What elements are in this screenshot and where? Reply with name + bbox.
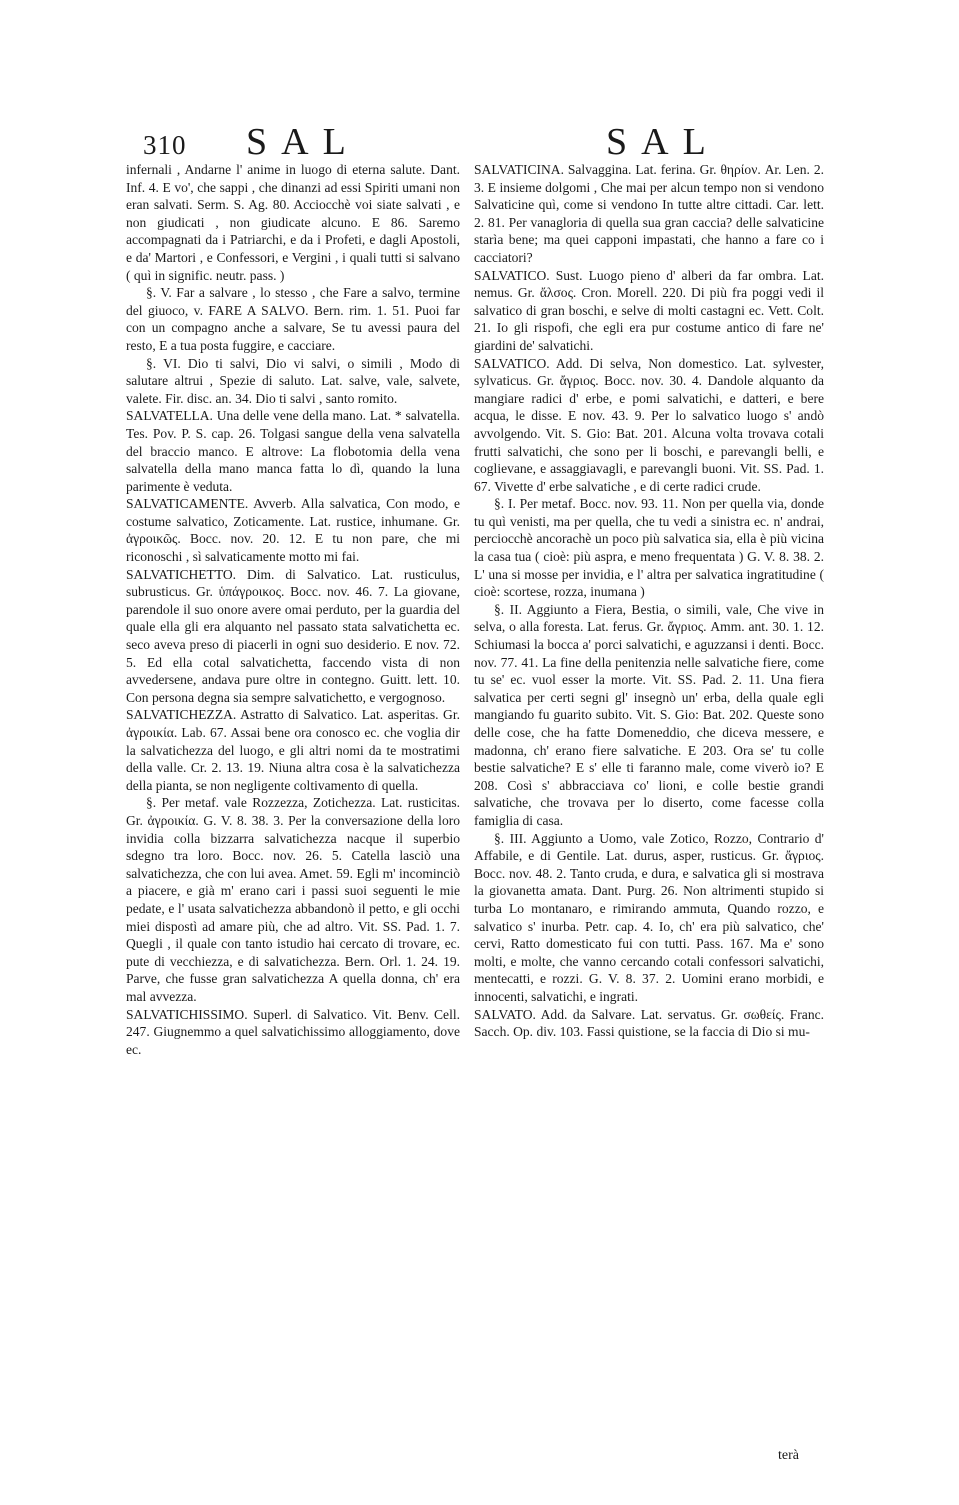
- left-entry-salvatichetto: SALVATICHETTO. Dim. di Salvatico. Lat. rusticulus, subrusticus. Gr. ὑπάγροικος. Bocc. nov. 46. 7. La giovane, parendole il suo onore avere omai perduto, per la guardia del quale ella gli era alquanto nel passato stata salvatichetta ec. seco aveva preso di piacerli in ogni suo desiderio. E nov. 72. 5. Ed ella cotal salvatichetta, faccendo vista di non avvedersene, andava pure oltre in contegno. Guitt. lett. 10. Con persona degna sia sempre salvatichetto, e vergognoso.: [126, 566, 460, 705]
- right-paragraph-1: §. I. Per metaf. Bocc. nov. 93. 11. Non per quella via, donde tu quì venisti, ma per quella, che tu vedi a sinistra ec. n' andrai, perciocchè ancorachè un poco più salvatica sia, ella è più vicina la casa tua ( cioè: più aspra, e meno frequentata ) G. V. 8. 38. 2. L' una si mosse per invidia, e l' altra per salvatica ingratitudine ( cioè: scortese, rozza, inumana ): [474, 496, 824, 600]
- right-entry-salvatico-sust: SALVATICO. Sust. Luogo pieno d' alberi da far ombra. Lat. nemus. Gr. ἄλσος. Cron. Morell. 220. Di più fra poggi vedi il salvatico di gran boschi, e selve di molti castagni ec. Vett. Colt. 21. Io gli rispofi, che egli era pur costume antico di fare ne' giardini de' salvatichi.: [474, 267, 824, 353]
- running-head-right: SAL: [606, 121, 720, 163]
- catchword: terà: [778, 1448, 799, 1463]
- left-paragraph-2: §. V. Far a salvare , lo stesso , che Fare a salvo, termine del giuoco, v. FARE A SALVO. Bern. rim. 1. 51. Puoi far con un compagno anche a salvare, Se tu avessi paura del resto, E a tua posta fuggire, e cacciare.: [126, 285, 460, 353]
- left-paragraph-metaf: §. Per metaf. vale Rozzezza, Zotichezza. Lat. rusticitas. Gr. ἀγροικία. G. V. 8. 38. 3. Per la conversazione della loro invidia colla bizzarra salvatichezza nacque il superbio sdegno tra loro. Bocc. nov. 26. 5. Catella lasciò una salvatichezza, che con lui avea. Amet. 59. Egli m' incominciò a piacere, e già m' erano cari i passi suoi seguenti le mie pedate, e l' usata salvatichezza abbandonò il petto, e gli occhi miei dispostì ad amare più, che ad altro. Vit. SS. Pad. 1. 7. Quegli , il quale con tanto istudio hai cercato di trovare, ec. pute di vecchiezza, e di salvatichezza. Bern. Orl. 1. 24. 19. Parve, che fusse gran salvatichezza A quella donna, ch' era mal avvezza.: [126, 795, 460, 1004]
- left-paragraph-1: infernali , Andarne l' anime in luogo di eterna salute. Dant. Inf. 4. E vo', che sappi , che dinanzi ad essi Spiriti umani non eran salvati. Serm. S. Ag. 80. Acciocchè voi siate salvati , e non giudicati , non giudicate alcuno. E 86. Saremo accompagnati da i Patriarchi, e da i Profeti, e dagli Apostoli, e da' Martori , e Confessori, e Vergini , i quali tutti si salvano ( quì in signific. neutr. pass. ): [126, 162, 460, 283]
- left-paragraph-3: §. VI. Dio ti salvi, Dio vi salvi, o simili , Modo di salutare altrui , Spezie di saluto. Lat. salve, vale, salvete, valete. Fir. disc. an. 34. Dio ti salvi , santo romito.: [126, 355, 460, 406]
- right-paragraph-2: §. II. Aggiunto a Fiera, Bestia, o simili, vale, Che vive in selva, o alla foresta. Lat. ferus. Gr. ἄγριος. Amm. ant. 30. 1. 12. Schiumasi la bocca a' porci salvatichi, e aguzzansi i denti. Bocc. nov. 77. 41. La fine della penitenzia nelle salvatiche fiere, come tu se' ec. vuol esser la morte. Vit. SS. Pad. 2. 11. Una fiera salvatica per certi segni gl' insegnò un' erba, della quale egli mangiando fu guarito subito. Vit. S. Gio: Bat. 202. Queste sono delle cose, che ha fatte Domeneddio, che diceva messere, e madonna, ch' erano fiere salvatiche. E 203. Ora se' tu colle bestie salvatiche? E s' elle ti faranno male, come viverò io? E 208. Così s' abbracciava co' lioni, e colle bestie grandi salvatiche, che trovava per lo diserto, come facesse colla famiglia di casa.: [474, 601, 824, 828]
- right-entry-salvato: SALVATO. Add. da Salvare. Lat. servatus. Gr. σωθείς. Franc. Sacch. Op. div. 103. Fassi quistione, se la faccia di Dio si mu-: [474, 1006, 824, 1040]
- right-entry-salvatico-add: SALVATICO. Add. Di selva, Non domestico. Lat. sylvester, sylvaticus. Gr. ἄγριος. Bocc. nov. 30. 4. Dandole alquanto da mangiare radici d' erbe, e pomi salvatichi, e datteri, e bere acqua, le disse. E nov. 43. 9. Per lo salvatico luogo s' andò avvolgendo. Vit. S. Gio: Bat. 201. Alcuna volta trovava cotali frutti salvatichi, che sono per li boschi, e parevangli belli, e coglievane, e assaggiavagli, e parevangli buoni. Vit. SS. Pad. 1. 67. Vivette d' erbe salvatiche , e di certe radici crude.: [474, 355, 824, 494]
- left-entry-salvatichezza: SALVATICHEZZA. Astratto di Salvatico. Lat. asperitas. Gr. ἀγροικία. Lab. 67. Assai bene ora conosco ec. che voglia dir la salvatichezza del luogo, e gli altri nomi da te mostratimi della valle. Cr. 2. 13. 19. Niuna altra cosa è la salvatichezza della pianta, se non negligente coltivamento di quella.: [126, 707, 460, 793]
- running-head-left: SAL: [246, 121, 360, 163]
- left-entry-salvatella: SALVATELLA. Una delle vene della mano. Lat. * salvatella. Tes. Pov. P. S. cap. 26. Tolgasi sangue della vena salvatella del braccio manco. E altrove: La flobotomia della vena salvatella della mano manca fatta lo dì, quando la luna parimente è veduta.: [126, 408, 460, 494]
- right-column: [474, 161, 824, 1041]
- left-entry-salvatichissimo: SALVATICHISSIMO. Superl. di Salvatico. Vit. Benv. Cell. 247. Giugnemmo a quel salvatichissimo alloggiamento, dove ec.: [126, 1006, 460, 1057]
- left-entry-salvaticamente: SALVATICAMENTE. Avverb. Alla salvatica, Con modo, e costume salvatico, Zoticamente. Lat. rustice, inhumane. Gr. ἀγροικῶς. Bocc. nov. 20. 12. E tu non pare, che mi riconoschi , sì salvaticamente motto mi fai.: [126, 496, 460, 565]
- left-column: [126, 161, 460, 1058]
- right-entry-salvaticina: SALVATICINA. Salvaggina. Lat. ferina. Gr. θηρίον. Ar. Len. 2. 3. E insieme dolgomi , Che mai per alcun tempo non si vendono Salvaticine quì, come si vendono In tutte altre cittadi. Car. lett. 2. 81. Per vanagloria di quella sua gran caccia? delle salvaticine starìa bene; ma quei capponi impastati, che hanno a fare co i cacciatori?: [474, 162, 824, 265]
- page-number: 310: [143, 130, 187, 160]
- right-paragraph-3: §. III. Aggiunto a Uomo, vale Zotico, Rozzo, Contrario d' Affabile, e di Gentile. Lat. durus, asper, rusticus. Gr. ἄγριος. Bocc. nov. 48. 2. Tanto cruda, e dura, e salvatica gli si mostrava la giovanetta amata. Dant. Purg. 26. Non altrimenti stupido si turba Lo montanaro, e rimirando ammuta, Quando rozzo, e salvatico s' inurba. Petr. cap. 4. Io, ch' era più salvatico, che' cervi, Ratto domesticato fui con tutti. Pass. 167. Ma e' sono molti, e molte, che vanno cercando cotali confessori salvatichi, mentecatti, e rozzi. G. V. 8. 37. 2. Uomini erano morbidi, e innocenti, salvatichi, e ingrati.: [474, 830, 824, 1004]
